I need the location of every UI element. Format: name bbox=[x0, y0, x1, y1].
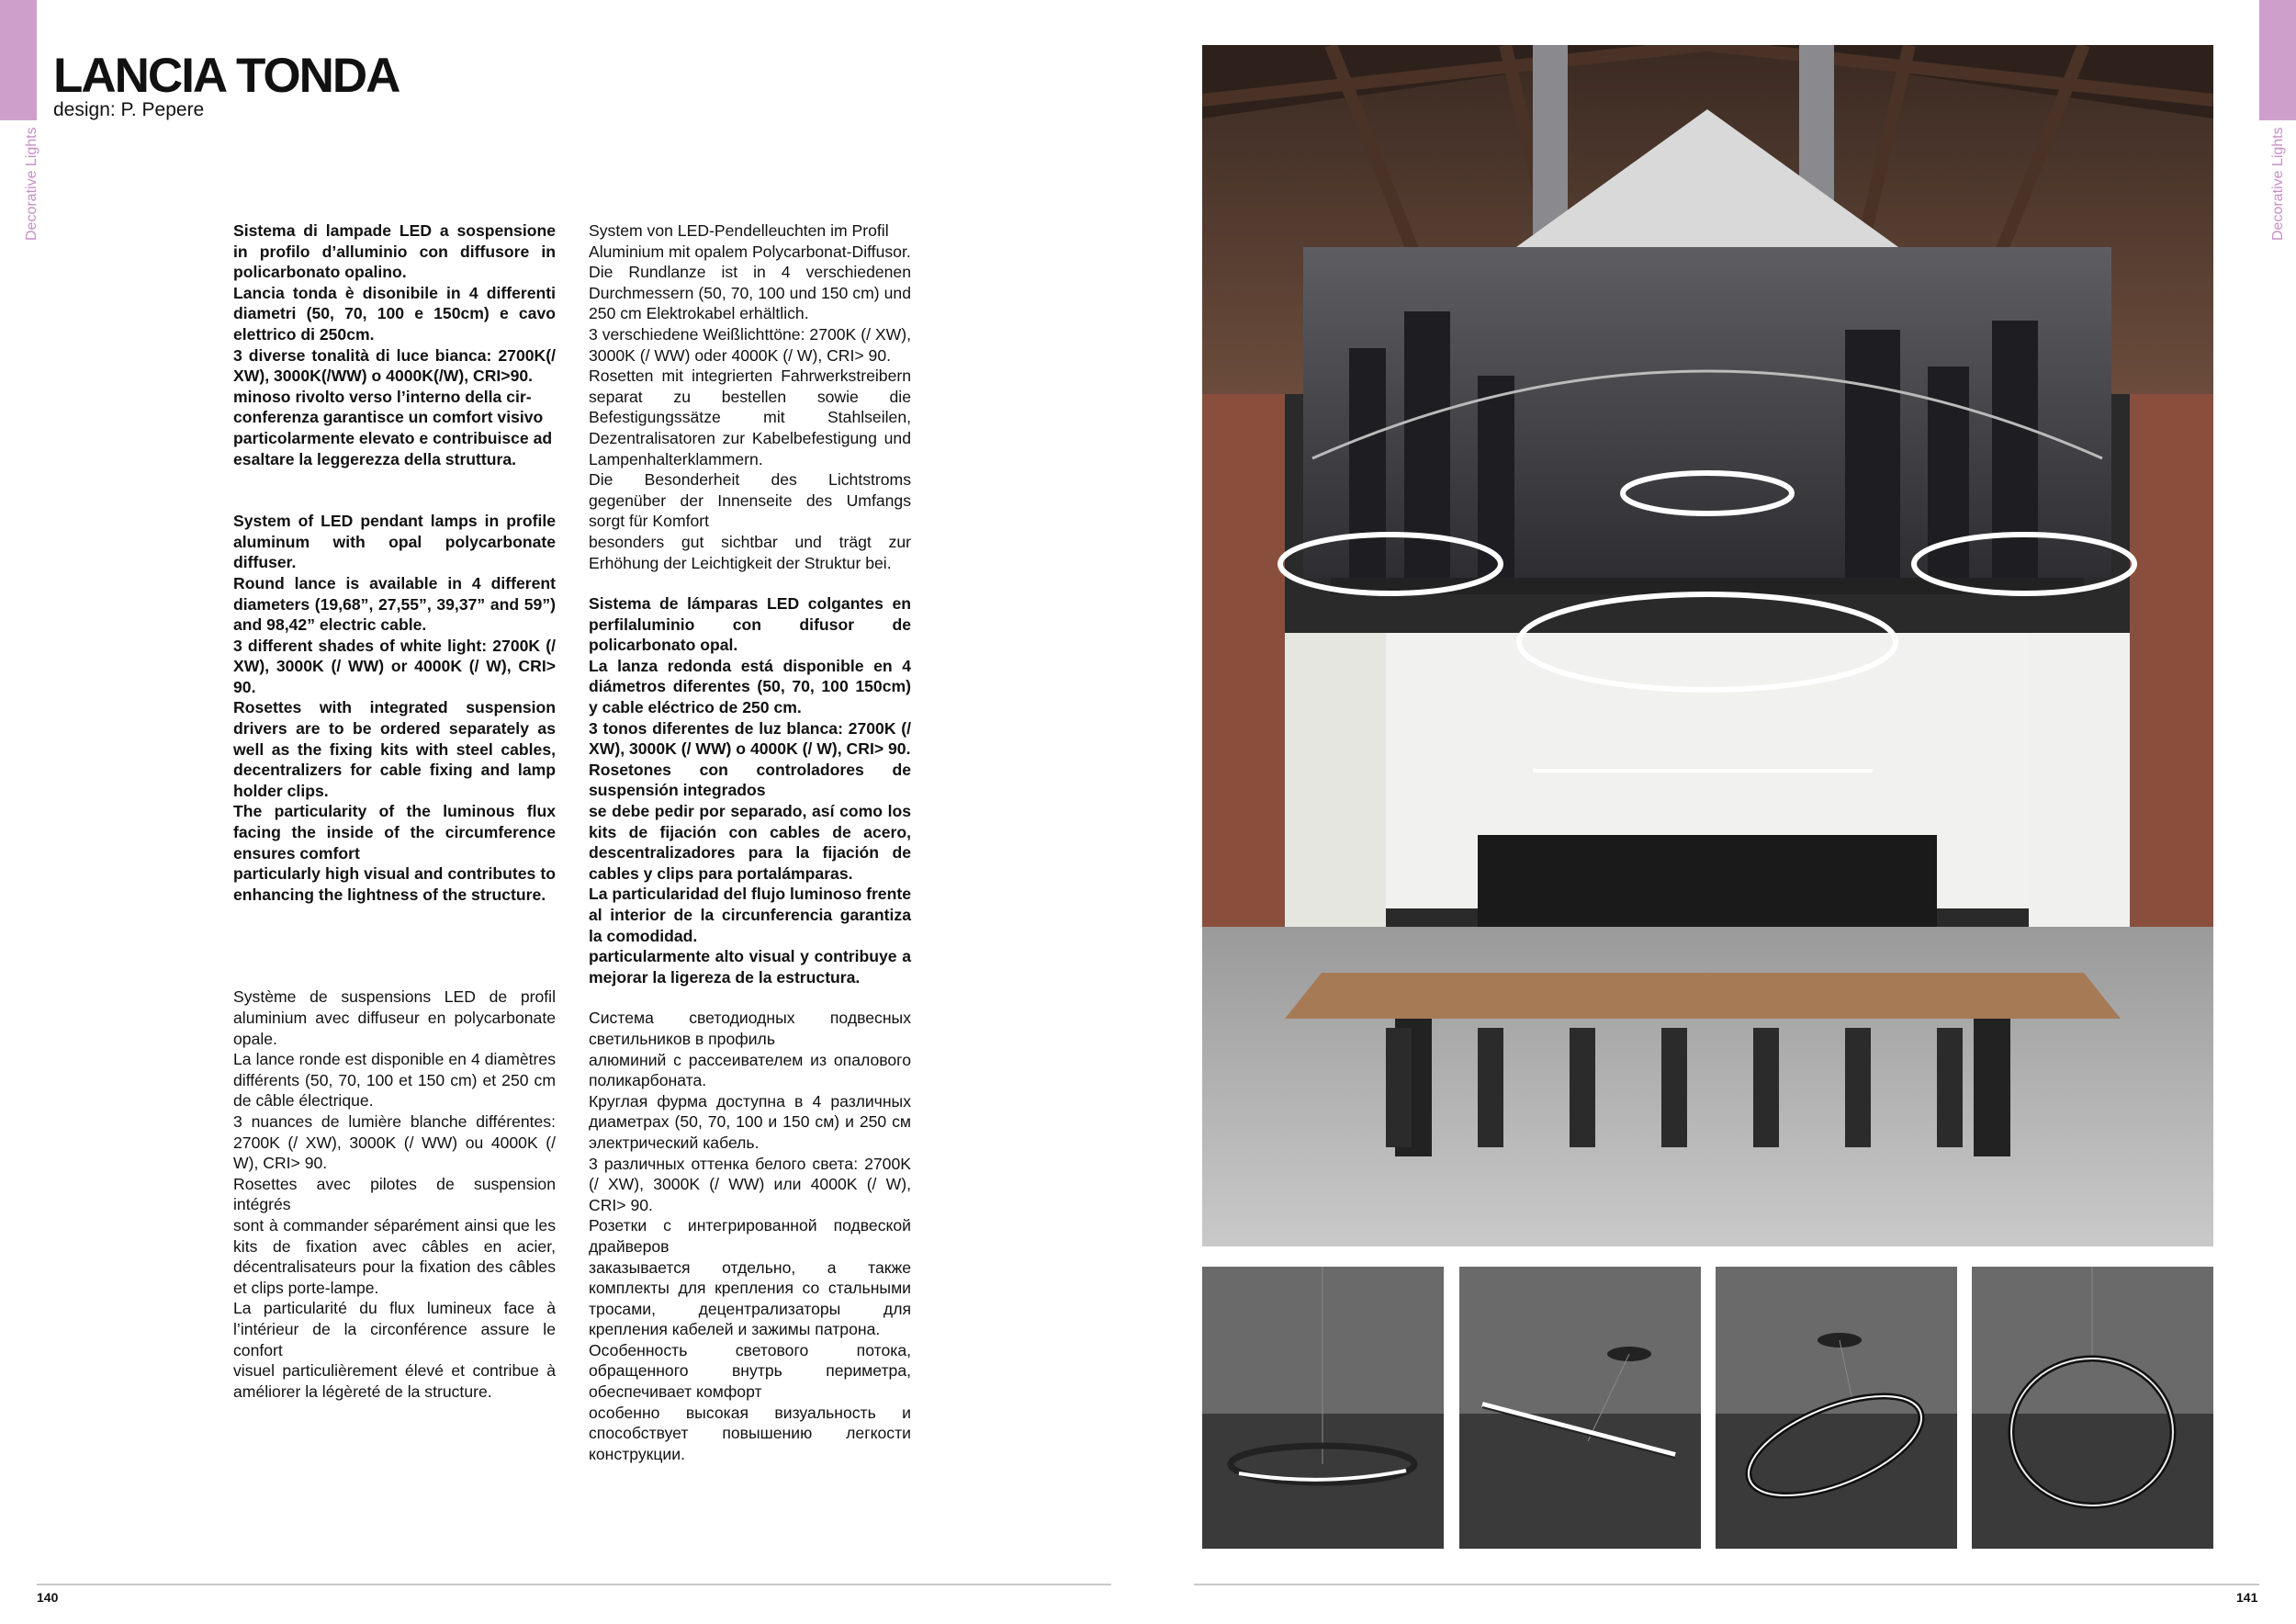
fr-paragraph: La lance ronde est disponible en 4 diamètres différents (50, 70, 100 et 150 cm) et 250 cm de câble électrique. bbox=[233, 1050, 556, 1111]
ru-paragraph: Круглая фурма доступна в 4 различных диаметрах (50, 70, 100 и 150 см) и 250 см электрический кабель. bbox=[589, 1091, 911, 1152]
text-column-right bbox=[589, 220, 911, 1464]
interior-photo bbox=[1202, 45, 2213, 1246]
en-paragraph: Round lance is available in 4 different diameters (19,68”, 27,55”, 39,37” and 59”) and 98,42” electric cable. bbox=[233, 573, 556, 635]
es-paragraph: Rosetones con controladores de suspensión integrados bbox=[589, 760, 911, 800]
fr-paragraph: visuel particulièrement élevé et contribue à améliorer la légèreté de la structure. bbox=[233, 1361, 556, 1401]
ru-paragraph: Розетки с интегрированной подвеской драйверов bbox=[589, 1216, 911, 1256]
thumbnail-ring-tilted bbox=[1716, 1267, 1957, 1549]
page-number-right: 141 bbox=[2236, 1590, 2258, 1605]
german-block bbox=[589, 220, 911, 573]
es-paragraph: Sistema de lámparas LED colgantes en perfilaluminio con difusor de policarbonato opal. bbox=[589, 594, 911, 655]
italian-block bbox=[233, 220, 556, 469]
de-paragraph: Die Besonderheit des Lichtstroms gegenüber der Innenseite des Umfangs sorgt für Komfort bbox=[589, 470, 911, 531]
fr-paragraph: La particularité du flux lumineux face à l’intérieur de la circonférence assure le confort bbox=[233, 1299, 556, 1359]
text-column-left bbox=[233, 220, 556, 1402]
de-paragraph: Die Rundlanze ist in 4 verschiedenen Durchmessern (50, 70, 100 und 150 cm) und 250 cm Elektrokabel erhältlich. bbox=[589, 263, 911, 323]
de-paragraph: besonders gut sichtbar und trägt zur Erhöhung der Leichtigkeit der Struktur bei. bbox=[589, 532, 911, 572]
de-paragraph: 3 verschiedene Weißlichttöne: 2700K (/ XW), 3000K (/ WW) oder 4000K (/ W), CRI> 90. bbox=[589, 324, 911, 365]
it-paragraph: Sistema di lampade LED a sospensione in profilo d’alluminio con diffusore in policarbonato opalino. bbox=[233, 221, 556, 282]
en-paragraph: Rosettes with integrated suspension drivers are to be ordered separately as well as the fixing kits with steel cables, decentralizers for cable fixing and lamp holder clips. bbox=[233, 698, 556, 800]
french-block bbox=[233, 987, 556, 1402]
de-paragraph: System von LED-Pendelleuchten im Profil Aluminium mit opalem Polycarbonat-Diffusor. bbox=[589, 221, 911, 261]
it-paragraph: 3 diverse tonalità di luce bianca: 2700K(/ XW), 3000K(/WW) o 4000K(/W), CRI>90. bbox=[233, 345, 556, 386]
es-paragraph: La particularidad del flujo luminoso frente al interior de la circunferencia garantiza la comodidad. bbox=[589, 885, 911, 945]
ru-paragraph: Система светодиодных подвесных светильников в профиль bbox=[589, 1009, 911, 1048]
footer-rule-right bbox=[1194, 1584, 2259, 1585]
ru-paragraph: особенно высокая визуальность и способствует повышению легкости конструкции. bbox=[589, 1403, 911, 1463]
ru-paragraph: заказывается отдельно, а также комплекты для крепления со стальными тросами, децентрализаторы для крепления кабелей и зажимы патрона. bbox=[589, 1257, 911, 1339]
es-paragraph: La lanza redonda está disponible en 4 diámetros diferentes (50, 70, 100 150cm) y cable eléctrico de 250 cm. bbox=[589, 656, 911, 717]
thumbnail-ring-flat bbox=[1202, 1267, 1444, 1549]
ru-paragraph: алюминий с рассеивателем из опалового поликарбоната. bbox=[589, 1050, 911, 1090]
fr-paragraph: Rosettes avec pilotes de suspension intégrés bbox=[233, 1174, 556, 1214]
en-paragraph: 3 different shades of white light: 2700K (/ XW), 3000K (/ WW) or 4000K (/ W), CRI> 90. bbox=[233, 636, 556, 696]
ru-paragraph: Особенность светового потока, обращенного внутрь периметра, обеспечивает комфорт bbox=[589, 1340, 911, 1402]
en-paragraph: System of LED pendant lamps in profile aluminum with opal polycarbonate diffuser. bbox=[233, 512, 556, 572]
es-paragraph: particularmente alto visual y contribuye a mejorar la ligereza de la estructura. bbox=[589, 947, 911, 987]
fr-paragraph: Système de suspensions LED de profil aluminium avec diffuseur en polycarbonate opale. bbox=[233, 987, 556, 1048]
designer-credit: design: P. Pepere bbox=[53, 99, 205, 120]
ru-paragraph: 3 различных оттенка белого света: 2700K (/ XW), 3000K (/ WW) или 4000K (/ W), CRI> 90. bbox=[589, 1154, 911, 1214]
thumbnail-ring-vertical bbox=[1972, 1267, 2213, 1549]
footer-rule-left bbox=[37, 1584, 1111, 1585]
english-block bbox=[233, 511, 556, 905]
it-paragraph: Lancia tonda è disonibile in 4 differenti diametri (50, 70, 100 e 150cm) e cavo elettrico di 250cm. bbox=[233, 283, 556, 344]
section-label-right: Decorative Lights bbox=[2270, 127, 2286, 241]
de-paragraph: Rosetten mit integrierten Fahrwerkstreibern separat zu bestellen sowie die Befestigungssätze mit Stahlseilen, Dezentralisatoren zur Kabelbefestigung und Lampenhalterklammern. bbox=[589, 367, 911, 468]
page-number-left: 140 bbox=[37, 1590, 59, 1605]
product-title: LANCIA TONDA bbox=[53, 49, 400, 103]
en-paragraph: particularly high visual and contributes to enhancing the lightness of the structure. bbox=[233, 864, 556, 904]
section-label-left: Decorative Lights bbox=[24, 127, 39, 241]
it-paragraph: minoso rivolto verso l’interno della cir- conferenza garantisce un comfort visivo particolarmente elevato e contribuisce ad esaltare la leggerezza della struttura. bbox=[233, 387, 553, 468]
es-paragraph: 3 tonos diferentes de luz blanca: 2700K (/ XW), 3000K (/ WW) o 4000K (/ W), CRI> 90. bbox=[589, 718, 911, 759]
thumbnail-ring-angled bbox=[1459, 1267, 1701, 1549]
es-paragraph: se debe pedir por separado, así como los kits de fijación con cables de acero, descentralizadores para la fijación de cables y clips para portalámparas. bbox=[589, 802, 911, 883]
fr-paragraph: sont à commander séparément ainsi que les kits de fixation avec câbles en acier, décentralisateurs pour la fixation des câbles et clips porte-lampe. bbox=[233, 1215, 556, 1297]
russian-block bbox=[589, 1008, 911, 1464]
en-paragraph: The particularity of the luminous flux facing the inside of the circumference ensures comfort bbox=[233, 802, 556, 863]
spanish-block bbox=[589, 593, 911, 987]
fr-paragraph: 3 nuances de lumière blanche différentes: 2700K (/ XW), 3000K (/ WW) ou 4000K (/ W), CRI> 90. bbox=[233, 1111, 556, 1173]
